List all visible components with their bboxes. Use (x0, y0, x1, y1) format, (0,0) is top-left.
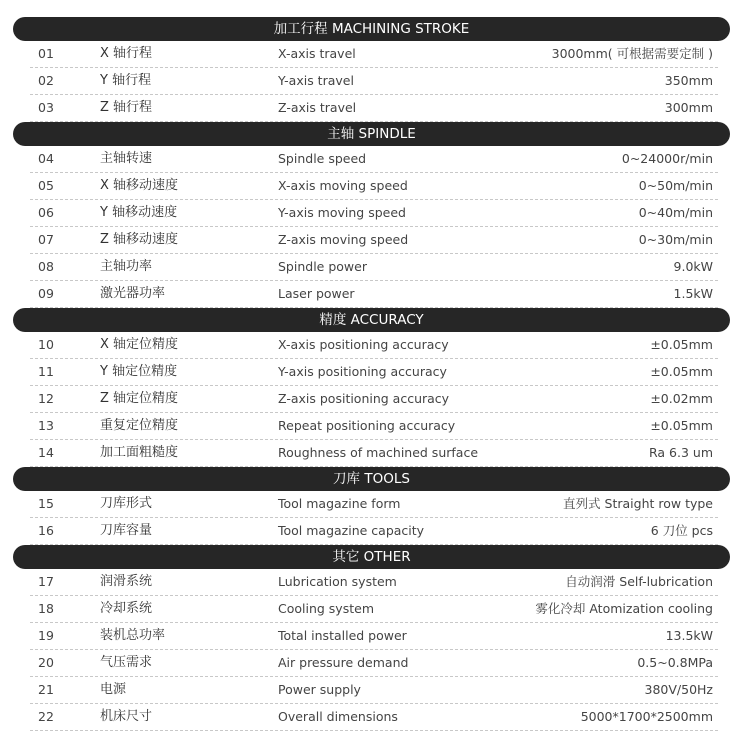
row-label-en: Tool magazine form (278, 496, 401, 511)
row-label-cn: X 轴定位精度 (100, 337, 179, 352)
row-label-en: Roughness of machined surface (278, 445, 479, 460)
row-label-cn: Z 轴行程 (100, 100, 153, 115)
row-number: 04 (38, 151, 54, 166)
row-value: 0~30m/min (638, 232, 713, 247)
row-label-en: Overall dimensions (278, 709, 398, 724)
row-label-en: X-axis travel (278, 46, 356, 61)
spec-row (30, 227, 718, 254)
row-value: 3000mm( 可根据需要定制 ) (551, 46, 713, 61)
row-number: 12 (38, 391, 54, 406)
row-label-en: X-axis positioning accuracy (278, 337, 449, 352)
spec-row (30, 677, 718, 704)
row-label-en: Y-axis positioning accuracy (278, 364, 447, 379)
row-label-cn: 润滑系统 (100, 574, 153, 589)
section-header: 精度 ACCURACY (13, 308, 730, 332)
row-value: 1.5kW (673, 286, 713, 301)
row-number: 22 (38, 709, 54, 724)
row-value: ±0.05mm (650, 418, 713, 433)
spec-row (30, 200, 718, 227)
row-value: ±0.02mm (650, 391, 713, 406)
row-number: 09 (38, 286, 54, 301)
row-value: ±0.05mm (650, 337, 713, 352)
spec-row (30, 569, 718, 596)
section-header: 主轴 SPINDLE (13, 122, 730, 146)
spec-row (30, 95, 718, 122)
row-label-cn: 加工面粗糙度 (100, 445, 179, 460)
spec-row (30, 254, 718, 281)
row-number: 08 (38, 259, 54, 274)
row-label-cn: Z 轴移动速度 (100, 232, 179, 247)
row-label-cn: 主轴功率 (100, 259, 153, 274)
row-label-cn: X 轴行程 (100, 46, 153, 61)
spec-row (30, 650, 718, 677)
row-value: 雾化冷却 Atomization cooling (535, 601, 713, 616)
row-label-en: Laser power (278, 286, 355, 301)
row-number: 18 (38, 601, 54, 616)
row-label-en: Spindle power (278, 259, 367, 274)
spec-row (30, 518, 718, 545)
row-number: 11 (38, 364, 54, 379)
row-label-en: Y-axis moving speed (278, 205, 406, 220)
row-label-en: Z-axis positioning accuracy (278, 391, 450, 406)
spec-row (30, 68, 718, 95)
row-value: 13.5kW (665, 628, 713, 643)
row-number: 19 (38, 628, 54, 643)
row-label-cn: 冷却系统 (100, 601, 153, 616)
row-label-cn: Y 轴定位精度 (100, 364, 178, 379)
row-label-en: Tool magazine capacity (278, 523, 425, 538)
row-number: 06 (38, 205, 54, 220)
row-label-en: Cooling system (278, 601, 374, 616)
row-number: 10 (38, 337, 54, 352)
row-label-cn: 重复定位精度 (100, 418, 179, 433)
spec-row (30, 623, 718, 650)
row-label-en: Air pressure demand (278, 655, 409, 670)
row-value: 直列式 Straight row type (563, 496, 713, 511)
spec-row (30, 491, 718, 518)
section-header: 其它 OTHER (13, 545, 730, 569)
row-label-cn: 刀库容量 (100, 523, 153, 538)
row-label-en: Y-axis travel (278, 73, 354, 88)
row-value: 380V/50Hz (644, 682, 713, 697)
spec-row (30, 413, 718, 440)
row-value: 9.0kW (673, 259, 713, 274)
row-number: 21 (38, 682, 54, 697)
row-value: 0~50m/min (638, 178, 713, 193)
row-label-cn: 主轴转速 (100, 151, 153, 166)
row-number: 20 (38, 655, 54, 670)
spec-row (30, 41, 718, 68)
row-label-cn: 机床尺寸 (100, 709, 153, 724)
row-number: 05 (38, 178, 54, 193)
spec-row (30, 440, 718, 467)
spec-row (30, 281, 718, 308)
row-label-cn: 装机总功率 (100, 628, 166, 643)
spec-row (30, 173, 718, 200)
row-label-en: Z-axis travel (278, 100, 357, 115)
row-label-cn: 激光器功率 (100, 286, 166, 301)
spec-row (30, 386, 718, 413)
row-label-cn: Y 轴行程 (100, 73, 152, 88)
row-label-cn: Y 轴移动速度 (100, 205, 178, 220)
row-value: 300mm (664, 100, 713, 115)
row-value: Ra 6.3 um (649, 445, 713, 460)
row-number: 07 (38, 232, 54, 247)
row-value: 0~24000r/min (621, 151, 713, 166)
row-value: 350mm (664, 73, 713, 88)
row-number: 14 (38, 445, 54, 460)
row-label-en: Repeat positioning accuracy (278, 418, 456, 433)
row-number: 03 (38, 100, 54, 115)
row-label-en: Total installed power (278, 628, 407, 643)
row-number: 15 (38, 496, 54, 511)
spec-row (30, 332, 718, 359)
row-number: 02 (38, 73, 54, 88)
row-number: 17 (38, 574, 54, 589)
row-label-cn: Z 轴定位精度 (100, 391, 179, 406)
row-value: ±0.05mm (650, 364, 713, 379)
row-label-cn: 电源 (100, 682, 127, 697)
row-label-cn: 刀库形式 (100, 496, 153, 511)
row-label-en: Lubrication system (278, 574, 397, 589)
row-value: 6 刀位 pcs (650, 523, 713, 538)
row-value: 0.5~0.8MPa (637, 655, 713, 670)
row-number: 13 (38, 418, 54, 433)
row-number: 01 (38, 46, 54, 61)
row-value: 0~40m/min (638, 205, 713, 220)
section-header: 刀库 TOOLS (13, 467, 730, 491)
spec-row (30, 146, 718, 173)
row-label-cn: X 轴移动速度 (100, 178, 179, 193)
spec-row (30, 596, 718, 623)
row-value: 5000*1700*2500mm (580, 709, 713, 724)
row-label-en: Z-axis moving speed (278, 232, 409, 247)
row-value: 自动润滑 Self-lubrication (565, 574, 713, 589)
spec-row (30, 359, 718, 386)
row-label-en: Power supply (278, 682, 361, 697)
row-label-en: Spindle speed (278, 151, 367, 166)
spec-row (30, 704, 718, 731)
row-number: 16 (38, 523, 54, 538)
section-header: 加工行程 MACHINING STROKE (13, 17, 730, 41)
row-label-en: X-axis moving speed (278, 178, 408, 193)
row-label-cn: 气压需求 (100, 655, 153, 670)
